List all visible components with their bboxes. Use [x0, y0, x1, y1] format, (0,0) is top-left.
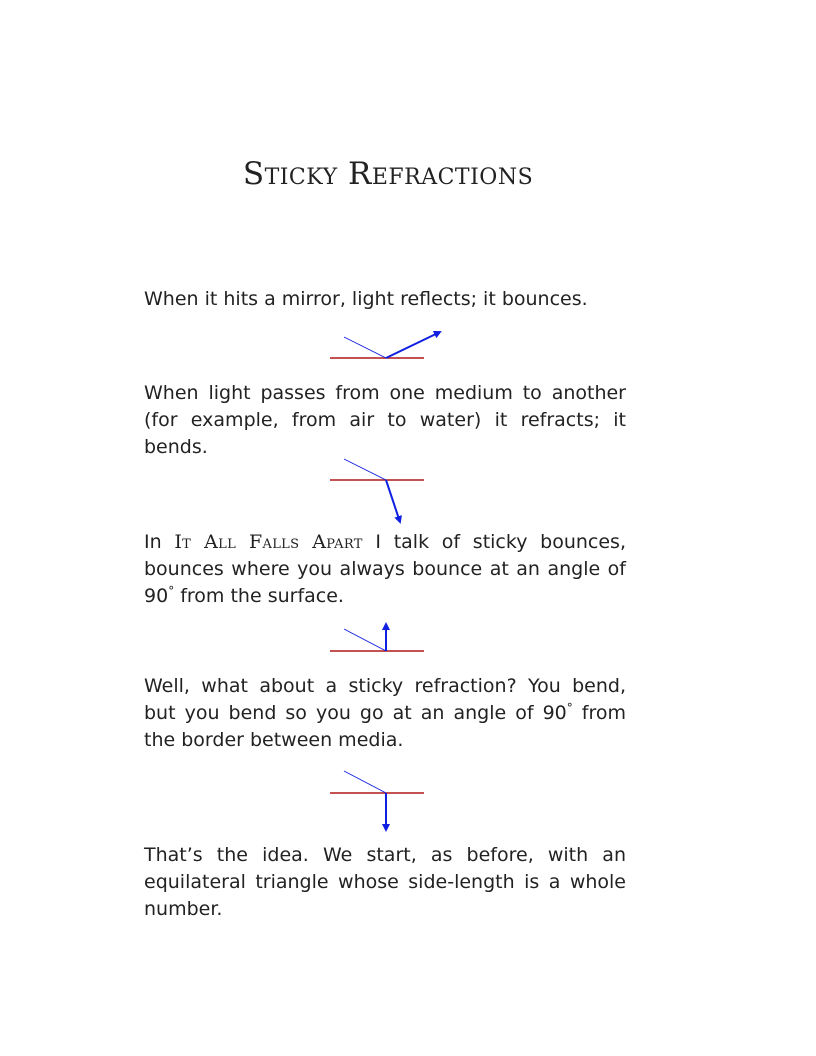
incident-ray [344, 337, 386, 358]
sticky-bounce-diagram [326, 618, 450, 658]
paragraph-refraction: When light passes from one medium to another (for example, from air to water) it refracts; it bends. [144, 382, 626, 458]
reflection-diagram [326, 324, 450, 364]
refracted-ray-arrow [386, 480, 400, 522]
paragraph-reflection: When it hits a mirror, light reflects; it bounces. [144, 288, 588, 310]
reflected-ray-arrow [386, 332, 440, 358]
page-title: Sticky Refractions [242, 156, 534, 192]
refraction-diagram [326, 454, 450, 528]
degree-sign: ° [566, 701, 573, 715]
degree-sign: ° [168, 584, 175, 598]
book-title: It All Falls Apart [174, 531, 363, 553]
paragraph-idea: That’s the idea. We start, as before, with an equilateral triangle whose side-length is a whole number. [144, 844, 626, 920]
incident-ray [344, 771, 386, 793]
paragraph-sticky-bounces: In It All Falls Apart I talk of sticky bounces, bounces where you always bounce at an angle of 90° from the surface. [144, 531, 626, 607]
sticky-refraction-diagram [326, 766, 450, 836]
incident-ray [344, 459, 386, 480]
incident-ray [344, 629, 386, 651]
paragraph-sticky-refraction: Well, what about a sticky refraction? You bend, but you bend so you go at an angle of 90° from the border between media. [144, 675, 626, 751]
